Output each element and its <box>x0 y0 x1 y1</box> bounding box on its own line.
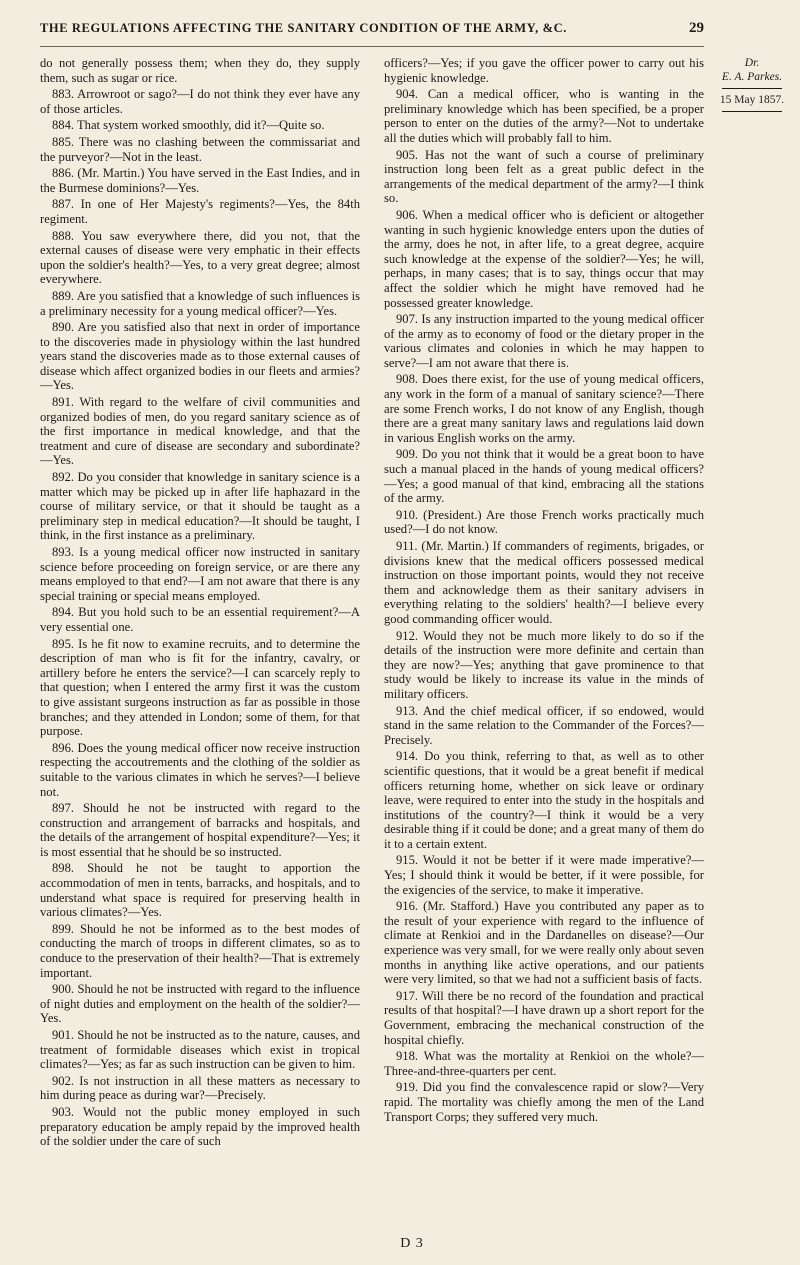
margin-rule <box>722 88 782 89</box>
paragraph: 914. Do you think, referring to that, as well as to other scientific questions, that it would be a great benefit if medical officers returning home, whether on sick leave or ordinary leave, were required to enter into the study in the hospitals and institutions of the country?—I think it would be a very desirable thing if it could be done; and a great many of them do it to a certain extent. <box>384 749 704 851</box>
paragraph: 906. When a medical officer who is deficient or altogether wanting in such hygienic knowledge enters upon the duties of the army, does he not, in after life, to a great degree, acquire such knowledge at the expense of the soldier?—Yes; he will, perhaps, in many cases; that is to say, things occur that may affect the soldier which he might have removed had he possessed greater knowledge. <box>384 207 704 310</box>
paragraph: 901. Should he not be instructed as to the nature, causes, and treatment of formidable diseases which exist in tropical climates?—Yes; as far as such instruction can be given to him. <box>40 1028 360 1072</box>
paragraph: 908. Does there exist, for the use of young medical officers, any work in the form of a manual of sanitary science?—There are some French works, I do not know of any English, though there are a great many sanitary laws and regulations laid down in various English works on the army. <box>384 372 704 445</box>
paragraph: 890. Are you satisfied also that next in order of importance to the discoveries made in physiology within the last hundred years stand the discoveries made as to those external causes of disease which affect organized bodies in our fleets and armies?—Yes. <box>40 320 360 393</box>
paragraph: 912. Would they not be much more likely to do so if the details of the instruction were more definite and certain than they are now?—Yes; anything that gave prominence to that study would be likely to increase its value in the minds of military officers. <box>384 628 704 701</box>
witness-title: Dr. <box>744 57 760 69</box>
paragraph: 902. Is not instruction in all these matters as necessary to him during peace as during war?—Precisely. <box>40 1073 360 1103</box>
paragraph: 891. With regard to the welfare of civil communities and organized bodies of men, do you regard sanitary science as of the first importance in medical knowledge, and that the treatment and cure of disease are secondary and subordinate?—Yes. <box>40 395 360 468</box>
running-header <box>40 20 704 47</box>
running-title: THE REGULATIONS AFFECTING THE SANITARY CONDITION OF THE ARMY, &C. <box>40 21 567 35</box>
left-column <box>40 56 360 1221</box>
paragraph: 892. Do you consider that knowledge in sanitary science is a matter which may be picked up in after life haphazard in the course of military service, or that it should be taught as a preliminary step in medical education?—It should be taught, I think, in the first instance as a preliminary. <box>40 470 360 543</box>
paragraph: 900. Should he not be instructed with regard to the influence of night duties and employment on the health of the soldier?—Yes. <box>40 982 360 1026</box>
paragraph: 911. (Mr. Martin.) If commanders of regiments, brigades, or divisions knew that the medical officers possessed medical instruction on those important points, would they not receive them and acknowledge them as their sanitary advisers in everything relating to the soldiers' health?—I believe every good commanding officer would. <box>384 539 704 626</box>
paragraph: 887. In one of Her Majesty's regiments?—Yes, the 84th regiment. <box>40 197 360 226</box>
margin-note <box>712 56 792 116</box>
paragraph: 918. What was the mortality at Renkioi on the whole?—Three-and-three-quarters per cent. <box>384 1049 704 1078</box>
signature-mark: D 3 <box>400 1236 424 1251</box>
paragraph: 888. You saw everywhere there, did you not, that the external causes of disease were very emphatic in their effects upon the soldier's health?—Yes, to a very great degree; almost everywhere. <box>40 228 360 287</box>
paragraph: 907. Is any instruction imparted to the young medical officer of the army as to economy of food or the dietary proper in the various climates and colonies in which he may happen to serve?—I am not aware that there is. <box>384 312 704 370</box>
paragraph: 883. Arrowroot or sago?—I do not think they ever have any of those articles. <box>40 87 360 116</box>
paragraph: 895. Is he fit now to examine recruits, and to determine the description of man who is fit for the infantry, cavalry, or artillery before he enters the service?—I can scarcely reply to that question; when I entered the army first it was the custom to give assistant surgeons instruction as far as possible in those branches; and they attended in London; some of them, for that purpose. <box>40 636 360 739</box>
paragraph: 917. Will there be no record of the foundation and practical results of that hospital?—I have drawn up a short report for the Government, embracing the mechanical construction of the hospital chiefly. <box>384 988 704 1047</box>
paragraph: 903. Would not the public money employed in such preparatory education be amply repaid by the improved health of the soldier under the care of such <box>40 1104 360 1149</box>
paragraph: 904. Can a medical officer, who is wanting in the preliminary knowledge which has been specified, be a proper person to enter on the duties of the army?—Not to undertake all the duties which will probably fall to him. <box>384 87 704 145</box>
paragraph: 905. Has not the want of such a course of preliminary instruction long been felt as a great public defect in the arrangements of the medical department of the army?—I think so. <box>384 147 704 206</box>
paragraph: do not generally possess them; when they do, they supply them, such as sugar or rice. <box>40 56 360 85</box>
paragraph: 894. But you hold such to be an essential requirement?—A very essential one. <box>40 605 360 634</box>
paragraph: 910. (President.) Are those French works practically much used?—I do not know. <box>384 507 704 537</box>
paragraph: 885. There was no clashing between the commissariat and the purveyor?—Not in the least. <box>40 134 360 164</box>
paragraph: 919. Did you find the convalescence rapid or slow?—Very rapid. The mortality was chiefly among the men of the Land Transport Corps; they suffered very much. <box>384 1080 704 1124</box>
paragraph: 898. Should he not be taught to apportion the accommodation of men in tents, barracks, and hospitals, and to understand what space is required for preserving health in various climates?—Yes. <box>40 861 360 920</box>
paragraph: 899. Should he not be informed as to the best modes of conducting the march of troops in different climates, so as to conduce to the preservation of their health?—That is extremely important. <box>40 921 360 980</box>
testimony-date: 15 May 1857. <box>719 94 785 106</box>
text-columns <box>40 56 704 1221</box>
paragraph: 886. (Mr. Martin.) You have served in the East Indies, and in the Burmese dominions?—Yes. <box>40 166 360 195</box>
paragraph: officers?—Yes; if you gave the officer power to carry out his hygienic knowledge. <box>384 56 704 85</box>
paragraph: 884. That system worked smoothly, did it?—Quite so. <box>52 118 325 133</box>
right-column <box>384 56 704 1221</box>
paragraph: 915. Would it not be better if it were made imperative?—Yes; I should think it would be better, if it were possible, for the exigencies of the service, to make it imperative. <box>384 853 704 897</box>
paragraph: 889. Are you satisfied that a knowledge of such influences is a preliminary necessity for a young medical officer?—Yes. <box>40 288 360 318</box>
paragraph: 916. (Mr. Stafford.) Have you contributed any paper as to the result of your experience with regard to the influence of climate at Renkioi and in the Dardanelles on disease?—Our experience was very small, for we were really only about seven months in anything like active operations, and our patients were very limited, so that we had not a sufficient basis of facts. <box>384 899 704 987</box>
paragraph: 913. And the chief medical officer, if so endowed, would stand in the same relation to the Commander of the Forces?—Precisely. <box>384 703 704 747</box>
page-number: 29 <box>689 20 704 36</box>
paragraph: 909. Do you not think that it would be a great boon to have such a manual placed in the hands of young medical officers?—Yes; a good manual of that kind, embracing all the stations of the army. <box>384 447 704 506</box>
page-footer <box>40 1236 704 1252</box>
paragraph: 897. Should he not be instructed with regard to the construction and arrangement of barracks and hospitals, and the details of the arrangement of hospital expenditure?—Yes; it is most essential that he should be so instructed. <box>40 801 360 859</box>
paragraph: 893. Is a young medical officer now instructed in sanitary science before proceeding on foreign service, or are there any means employed to that end?—I am not aware that there is any special training or special means employed. <box>40 545 360 603</box>
margin-rule-bottom <box>722 111 782 112</box>
paragraph: 896. Does the young medical officer now receive instruction respecting the accoutrements and the clothing of the soldier as suitable to the various climates in which he serves?—I believe not. <box>40 740 360 799</box>
witness-name: E. A. Parkes. <box>721 71 783 83</box>
